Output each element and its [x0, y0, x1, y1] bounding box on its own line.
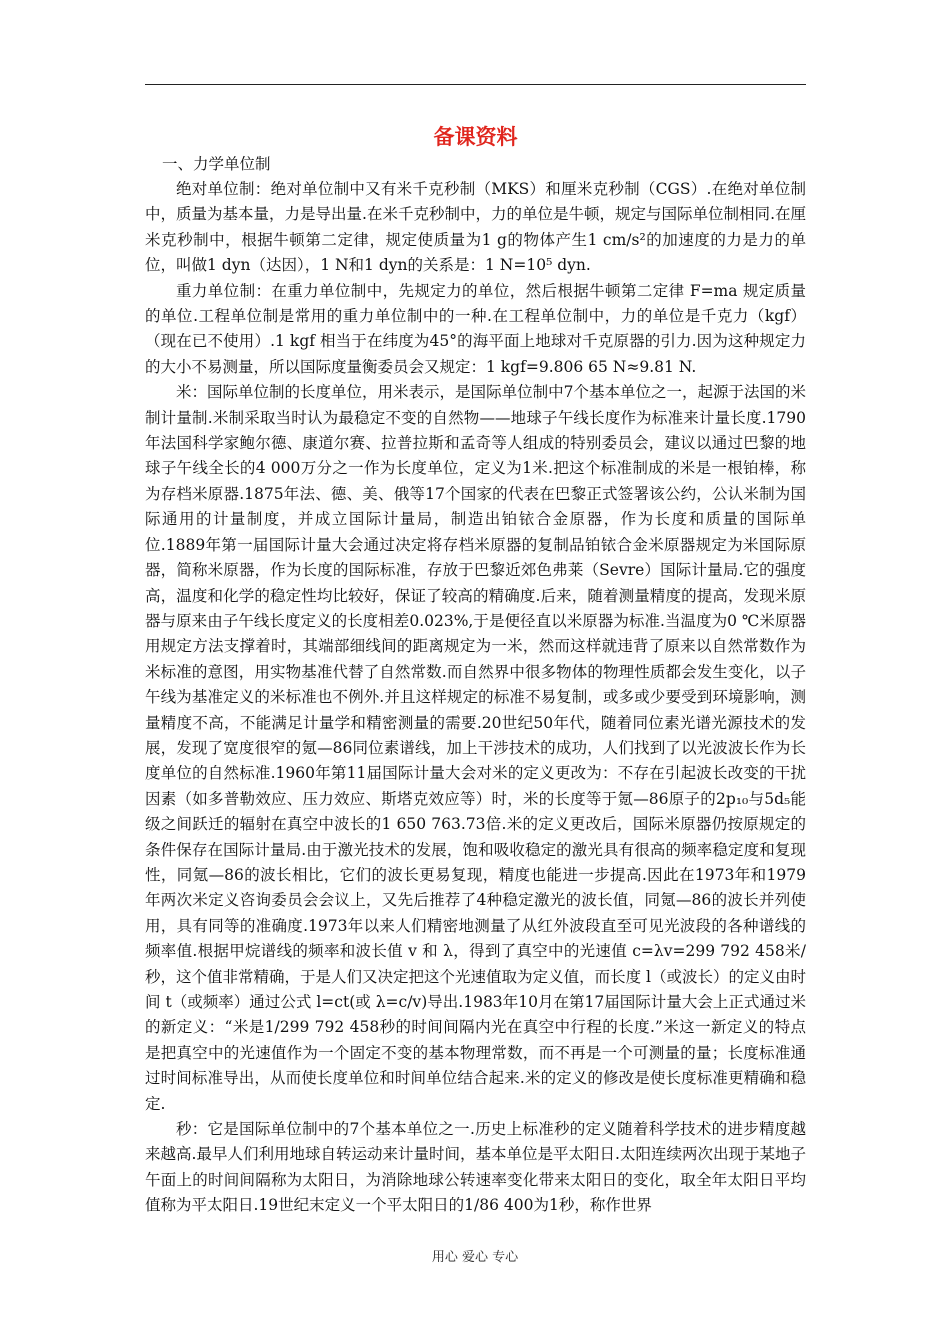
- document-title: 备课资料: [433, 124, 518, 149]
- paragraph-absolute-units: 绝对单位制：绝对单位制中又有米千克秒制（MKS）和厘米克秒制（CGS）.在绝对单位制中，质量为基本量，力是导出量.在米千克秒制中，力的单位是牛顿，规定与国际单位制相同.在厘米克秒制中，根据牛顿第二定律，规定使质量为1 g的物体产生1 cm/s²的加速度的力是力的单位，叫做1 dyn（达因），1 N和1 dyn的关系是：1 N=10⁵ dyn.: [145, 180, 806, 275]
- header-rule: [145, 84, 806, 85]
- paragraph-second: 秒：它是国际单位制中的7个基本单位之一.历史上标准秒的定义随着科学技术的进步精度越来越高.最早人们利用地球自转运动来计量时间，基本单位是平太阳日.太阳连续两次出现于某地子午面上的时间间隔称为太阳日，为消除地球公转速率变化带来太阳日的变化，取全年太阳日平均值称为平太阳日.19世纪末定义一个平太阳日的1/86 400为1秒，称作世界: [145, 1120, 806, 1215]
- paragraph-meter: 米：国际单位制的长度单位，用米表示，是国际单位制中7个基本单位之一，起源于法国的米制计量制.米制采取当时认为最稳定不变的自然物——地球子午线长度作为标准来计量长度.1790年法国科学家鲍尔德、康道尔赛、拉普拉斯和孟奇等人组成的特别委员会，建议以通过巴黎的地球子午线全长的4 000万分之一作为长度单位，定义为1米.把这个标准制成的米是一根铂棒，称为存档米原器.1875年法、德、美、俄等17个国家的代表在巴黎正式签署该公约，公认米制为国际通用的计量制度，并成立国际计量局，制造出铂铱合金原器，作为长度和质量的国际单位.1889年第一届国际计量大会通过决定将存档米原器的复制品铂铱合金米原器规定为米国际原器，简称米原器，作为长度的国际标准，存放于巴黎近郊色弗莱（Sevre）国际计量局.它的强度高，温度和化学的稳定性均比较好，保证了较高的精确度.后来，随着测量精度的提高，发现米原器与原来由子午线长度定义的长度相差0.023%,于是便径直以米原器为标准.当温度为0 ℃米原器用规定方法支撑着时，其端部细线间的距离规定为一米，然而这样就违背了原来以自然常数作为米标准的意图，用实物基准代替了自然常数.而自然界中很多物体的物理性质都会发生变化，以子午线为基准定义的米标准也不例外.并且这样规定的标准不易复制，或多或少要受到环境影响，测量精度不高，不能满足计量学和精密测量的需要.20世纪50年代，随着同位素光谱光源技术的发展，发现了宽度很窄的氪—86同位素谱线，加上干涉技术的成功，人们找到了以光波波长作为长度单位的自然标准.1960年第11届国际计量大会对米的定义更改为：不存在引起波长改变的干扰因素（如多普勒效应、压力效应、斯塔克效应等）时，米的长度等于氪—86原子的2p₁₀与5d₅能级之间跃迁的辐射在真空中波长的1 650 763.73倍.米的定义更改后，国际米原器仍按原规定的条件保存在国际计量局.由于激光技术的发展，饱和吸收稳定的激光具有很高的频率稳定度和复现性，同氪—86的波长相比，它们的波长更易复现，精度也能进一步提高.因此在1973年和1979年两次米定义咨询委员会会议上，又先后推荐了4种稳定激光的波长值，同氪—86的波长并列使用，具有同等的准确度.1973年以来人们精密地测量了从红外波段直至可见光波段的各种谱线的频率值.根据甲烷谱线的频率和波长值 v 和 λ，得到了真空中的光速值 c=λv=299 792 458米/秒，这个值非常精确，于是人们又决定把这个光速值取为定义值，而长度 l（或波长）的定义由时间 t（或频率）通过公式 l=ct(或 λ=c/v)导出.1983年10月在第17届国际计量大会上正式通过米的新定义：“米是1/299 792 458秒的时间间隔内光在真空中行程的长度.”米这一新定义的特点是把真空中的光速值作为一个固定不变的基本物理常数，而不再是一个可测量的量；长度标准通过时间标准导出，从而使长度单位和时间单位结合起来.米的定义的修改是使长度标准更精确和稳定.: [145, 383, 806, 1113]
- paragraph-gravitational-units: 重力单位制：在重力单位制中，先规定力的单位，然后根据牛顿第二定律 F=ma 规定质量的单位.工程单位制是常用的重力单位制中的一种.在工程单位制中，力的单位是千克力（kgf）（现在已不使用）.1 kgf 相当于在纬度为45°的海平面上地球对千克原器的引力.因为这种规定力的大小不易测量，所以国际度量衡委员会又规定：1 kgf=9.806 65 N≈9.81 N.: [145, 281, 806, 376]
- section-heading: 一、力学单位制: [162, 155, 271, 173]
- document-body: [145, 124, 806, 1219]
- page-footer: 用心 爱心 专心: [431, 1250, 519, 1265]
